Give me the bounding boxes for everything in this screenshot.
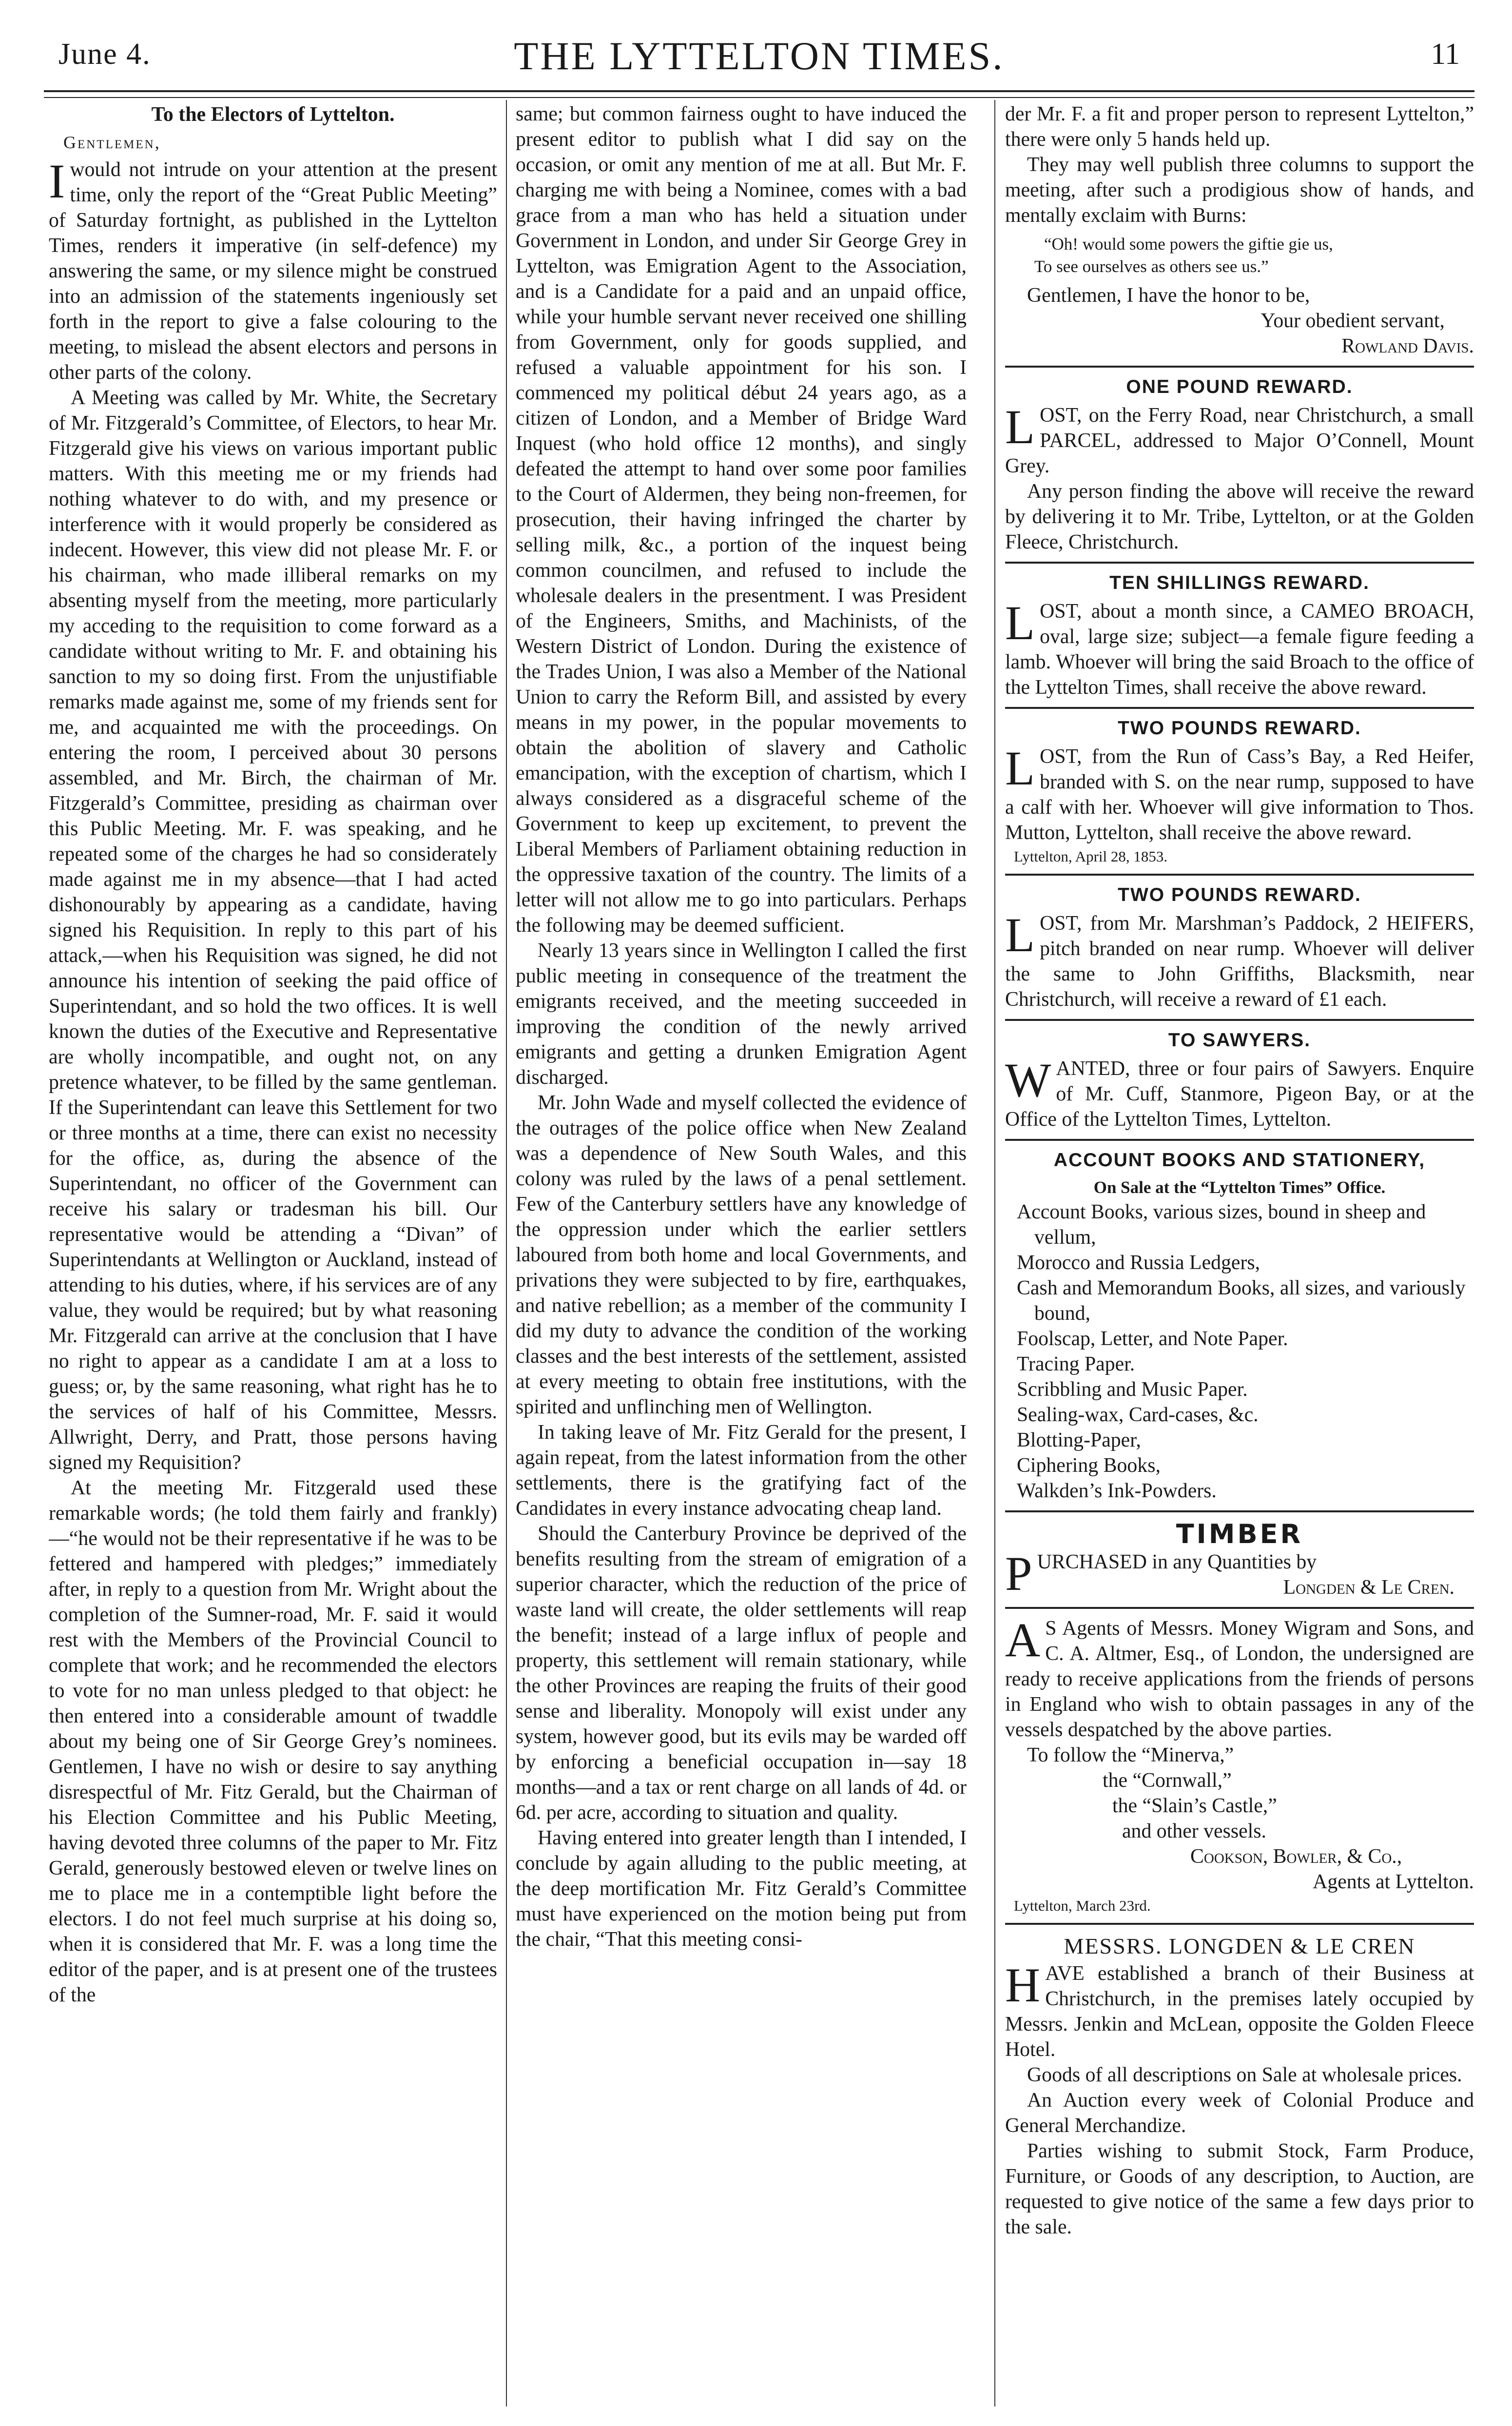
ad-heading: ACCOUNT BOOKS AND STATIONERY, (1053, 1150, 1426, 1171)
ad-heading: MESSRS. LONGDEN & LE CREN (1064, 1934, 1415, 1958)
masthead (44, 33, 1474, 87)
ad-advertiser: Cookson, Bowler, & Co., (1190, 1845, 1402, 1868)
ad-two-pounds-reward-heifers: TWO POUNDS REWARD. LOST, from Mr. Marshman’s Paddock, 2 HEIFERS, pitch branded on near rump. Whoever will deliver the same to John Griffiths, Blacksmith, near Christchurch, will receive a reward of £1 each. (1005, 874, 1474, 1012)
dropcap: P (1005, 1546, 1032, 1601)
dropcap: L (1005, 741, 1035, 795)
ad-date: Lyttelton, March 23rd. (1014, 1897, 1151, 1914)
letter-salutation: Gentlemen, (63, 133, 161, 152)
letter-paragraph: der Mr. F. a fit and proper person to represent Lyttelton,” there were only 5 hands held up. (1005, 103, 1474, 151)
letter-paragraph: A Meeting was called by Mr. White, the Secretary of Mr. Fitzgerald’s Committee, of Electors, to hear Mr. Fitzgerald give his views on various important public matters. With this meeting me or my friends had nothing whatever to do with, and my presence or interference with it would properly be considered as indecent. However, this view did not please Mr. F. or his chairman, who made illiberal remarks on my absenting myself from the meeting, more particularly my acceding to the requisition to come forward as a candidate without writing to Mr. F. and obtaining his sanction to my so doing first. From the unjustifiable remarks made against me, some of my friends sent for me, and acquainted me with the proceedings. On entering the room, I perceived about 30 persons assembled, and Mr. Birch, the chairman of Mr. Fitzgerald’s Committee, presiding as chairman over this Public Meeting. Mr. F. was speaking, and he repeated some of the charges he had so considerately made against me in my absence—that I had acted dishonourably by appearing as a candidate, having signed his Requisition. In reply to this part of his attack,—when his Requisition was signed, he did not announce his intention of seeking the paid office of Superintendant, and so hold the two offices. It is well known the duties of the Executive and Representative are wholly incompatible, and ought not, on any pretence whatever, to be filled by the same gentleman. If the Superintendant can leave this Settlement for two or three months at a time, there can exist no necessity for the office, as, during the absence of the Superintendant, no officer of the Government can receive his salary or tradesman his bill. Our representative would be attending a “Divan” of Superintendants at Wellington or Auckland, instead of attending to his duties, where, if his services are of any value, they would be required; but by what reasoning Mr. Fitzgerald can arrive at the conclusion that I have no right to appear as a candidate I am at a loss to guess; or, by the same reasoning, what right has he to the services of half of his Committee, Messrs. Allwright, Derry, and Pratt, those persons having signed my Requisition? (49, 387, 497, 1474)
column-divider (506, 100, 507, 2406)
dropcap: I (49, 154, 65, 208)
dropcap: A (1005, 1613, 1041, 1667)
list-item: Walkden’s Ink-Powders. (1017, 1480, 1217, 1502)
stationery-list (1005, 1199, 1474, 1504)
ad-heading: TWO POUNDS REWARD. (1118, 884, 1361, 905)
ad-ten-shillings-reward: TEN SHILLINGS REWARD. LOST, about a month since, a CAMEO BROACH, oval, large size; subject—a female figure feeding a lamb. Whoever will bring the said Broach to the office of the Lyttelton Times, shall receive the above reward. (1005, 562, 1474, 700)
column-3 (1005, 101, 1474, 2406)
issue-date: June 4. (58, 38, 151, 71)
ad-longden-le-cren: MESSRS. LONGDEN & LE CREN HAVE established a branch of their Business at Christchurch, in the premises lately occupied by Messrs. Jenkin and McLean, opposite the Golden Fleece Hotel. Goods of all descriptions on Sale at wholesale prices. An Auction every week of Colonial Produce and General Merchandize. Parties wishing to submit Stock, Farm Produce, Furniture, or Goods of any description, to Auction, are requested to give notice of the same a few days prior to the sale. (1005, 1923, 1474, 2240)
list-item: Tracing Paper. (1017, 1353, 1135, 1375)
letter-paragraph: Having entered into greater length than I intended, I conclude by again alluding to the public meeting, at the deep mortification Mr. Fitz Gerald’s Committee must have experienced on the motion being put from the chair, “That this meeting consi- (516, 1827, 967, 1951)
ad-to-sawyers: TO SAWYERS. WANTED, three or four pairs of Sawyers. Enquire of Mr. Cuff, Stanmore, Pigeon Bay, or at the Office of the Lyttelton Times, Lyttelton. (1005, 1019, 1474, 1132)
letter-paragraph: Nearly 13 years since in Wellington I called the first public meeting in consequence of the treatment the emigrants received, and the meeting succeeded in improving the condition of the newly arrived emigrants and getting a drunken Emigration Agent discharged. (516, 939, 967, 1089)
ad-date: Lyttelton, April 28, 1853. (1014, 848, 1168, 865)
letter-paragraph: In taking leave of Mr. Fitz Gerald for the present, I again repeat, from the latest information from the other settlements, there is the gratifying fact of the Candidates in every instance advocating cheap land. (516, 1421, 967, 1520)
letter-closing: Gentlemen, I have the honor to be, (1027, 284, 1310, 307)
ad-heading: TWO POUNDS REWARD. (1118, 718, 1361, 739)
letter-paragraph: Iwould not intrude on your attention at the present time, only the report of the “Great Public Meeting” of Saturday fortnight, as published in the Lyttelton Times, renders it imperative (in self-defence) my answering the same, or my silence might be construed into an admission of the statements ingeniously set forth in the report to give a false colouring to the meeting, to mislead the absent electors and persons in other parts of the colony. (49, 154, 497, 384)
letter-title: To the Electors of Lyttelton. (151, 103, 395, 126)
column-1 (49, 101, 497, 2406)
list-item: Blotting-Paper, (1017, 1429, 1141, 1451)
list-item: Morocco and Russia Ledgers, (1017, 1252, 1260, 1274)
list-item: Ciphering Books, (1017, 1454, 1161, 1477)
letter-paragraph: At the meeting Mr. Fitzgerald used these remarkable words; (he told them fairly and frankly)—“he would not be their representative if he was to be fettered and hampered with pledges;” immediately after, in reply to a question from Mr. Wright about the completion of the Sumner-road, Mr. F. said it would rest with the Members of the Provincial Council to complete that work; and he recommended the electors to vote for no man unless pledged to that object: he then entered into a considerable amount of twaddle about my being one of Sir George Grey’s nominees. Gentlemen, I have no wish or desire to say anything disrespectful of Mr. Fitz Gerald, but the Chairman of his Election Committee and his Public Meeting, having devoted three columns of the paper to Mr. Fitz Gerald, generously bestowed eleven or twelve lines on me to place me in a contemptible light before the electors. I do not feel much surprise at his doing so, when it is considered that Mr. F. was a long time the editor of the paper, and is at present one of the trustees of the (49, 1477, 497, 2006)
ad-heading: TEN SHILLINGS REWARD. (1109, 572, 1370, 593)
dropcap: H (1005, 1958, 1041, 2012)
dropcap: L (1005, 596, 1035, 650)
ad-account-books (1005, 1139, 1474, 1504)
letter-paragraph: They may well publish three columns to support the meeting, after such a prodigious show of hands, and mentally exclaim with Burns: (1005, 154, 1474, 227)
masthead-rule (44, 90, 1474, 98)
ad-heading: ONE POUND REWARD. (1126, 376, 1353, 397)
ship-name: the “Slain’s Castle,” (1112, 1795, 1277, 1817)
ad-timber: TIMBER PURCHASED in any Quantities by Longden & Le Cren. (1005, 1510, 1474, 1600)
list-item: Foolscap, Letter, and Note Paper. (1017, 1328, 1288, 1350)
ad-heading: TIMBER (1176, 1519, 1303, 1549)
list-item: Cash and Memorandum Books, all sizes, and variously bound, (1017, 1277, 1466, 1325)
newspaper-title: THE LYTTELTON TIMES. (514, 34, 1005, 78)
burns-quote: “Oh! would some powers the giftie gie us, To see ourselves as others see us.” (1034, 235, 1333, 276)
list-item: Sealing-wax, Card-cases, &c. (1017, 1404, 1259, 1426)
letter-closing-2: Your obedient servant, (1260, 310, 1445, 332)
page-number: 11 (1431, 38, 1460, 71)
column-2 (516, 101, 967, 2406)
dropcap: W (1005, 1053, 1051, 1107)
ad-advertiser: Longden & Le Cren. (1283, 1576, 1454, 1599)
letter-paragraph: same; but common fairness ought to have induced the present editor to publish what I did say on the occasion, or omit any mention of me at all. But Mr. F. charging me with being a Nominee, comes with a bad grace from a man who has held a situation under Government in London, and under Sir George Grey in Lyttelton, was Emigration Agent to the Association, and is a Candidate for a paid and an unpaid office, while your humble servant never received one shilling from Government, only for goods supplied, and refused a valuable appointment for his son. I commenced my political début 24 years ago, as a citizen of London, and a Member of Bridge Ward Inquest (who hold office 12 months), and singly defeated the attempt to hand over some poor families to the Court of Aldermen, they being non-freemen, for prosecution, their having infringed the charter by selling milk, &c., a portion of the inquest being common councilmen, and refused to include the wholesale dealers in the presentment. I was President of the Engineers, Smiths, and Machinists, of the Western District of London. During the existence of the Trades Union, I was also a Member of the National Union to carry the Reform Bill, and assisted by every means in my power, in the popular movements to obtain the abolition of slavery and Catholic emancipation, with the exception of chartism, which I always considered as a disgraceful scheme of the Government to keep up excitement, to prevent the Liberal Members of Parliament obtaining reduction in the oppressive taxation of the country. The limits of a letter will not allow me to go into particulars. Perhaps the following may be deemed sufficient. (516, 103, 967, 937)
ad-subheading: On Sale at the “Lyttelton Times” Office. (1093, 1178, 1386, 1197)
ship-name: and other vessels. (1122, 1820, 1266, 1842)
list-item: Scribbling and Music Paper. (1017, 1378, 1248, 1401)
letter-signature: Rowland Davis. (1341, 335, 1474, 357)
letter-paragraph: Should the Canterbury Province be deprived of the benefits resulting from the stream of emigration of a superior character, which the reduction of the price of waste land will create, the older settlements will reap the benefit; instead of a large influx of people and property, this settlement will remain stationary, while the other Provinces are reaping the fruits of their good sense and liberality. Monopoly will exist under any system, however good, but its evils may be warded off by enforcing a beneficial occupation in—say 18 months—and a tax or rent charge on all lands of 4d. or 6d. per acre, according to situation and quality. (516, 1523, 967, 1824)
ship-name: the “Cornwall,” (1103, 1769, 1232, 1792)
ad-two-pounds-reward-heifer: TWO POUNDS REWARD. LOST, from the Run of Cass’s Bay, a Red Heifer, branded with S. on the near rump, supposed to have a calf with her. Whoever will give information to Thos. Mutton, Lyttelton, shall receive the above reward. Lyttelton, April 28, 1853. (1005, 707, 1474, 867)
dropcap: L (1005, 908, 1035, 962)
dropcap: L (1005, 400, 1035, 454)
column-divider (994, 100, 995, 2406)
letter-paragraph: Mr. John Wade and myself collected the evidence of the outrages of the police office when New Zealand was a dependence of New South Wales, and this colony was ruled by the laws of a penal settlement. Few of the Canterbury settlers have any knowledge of the oppression under which the earlier settlers laboured from both home and local Governments, and privations they were subjected to by fire, earthquakes, and native rebellion; as a member of the community I did my duty to advance the condition of the working classes and the best interests of the settlement, assisted at every meeting to obtain free institutions, with the spirited and unflinching men of Wellington. (516, 1092, 967, 1418)
ad-one-pound-reward: ONE POUND REWARD. LOST, on the Ferry Road, near Christchurch, a small PARCEL, addressed to Major O’Connell, Mount Grey. Any person finding the above will receive the reward by delivering it to Mr. Tribe, Lyttelton, or at the Golden Fleece, Christchurch. (1005, 366, 1474, 555)
ad-heading: TO SAWYERS. (1168, 1030, 1311, 1051)
list-item: Account Books, various sizes, bound in sheep and vellum, (1017, 1201, 1426, 1249)
ad-shipping-agents: A S Agents of Messrs. Money Wigram and Sons, and C. A. Altmer, Esq., of London, the undersigned are ready to receive applications from the friends of persons in England who wish to obtain passages in any of the vessels despatched by the above parties. To follow the “Minerva,” the “Cornwall,” the “Slain’s Castle,” and other vessels. Cookson, Bowler, & Co., Agents at Lyttelton. Lyttelton, March 23rd. (1005, 1607, 1474, 1916)
